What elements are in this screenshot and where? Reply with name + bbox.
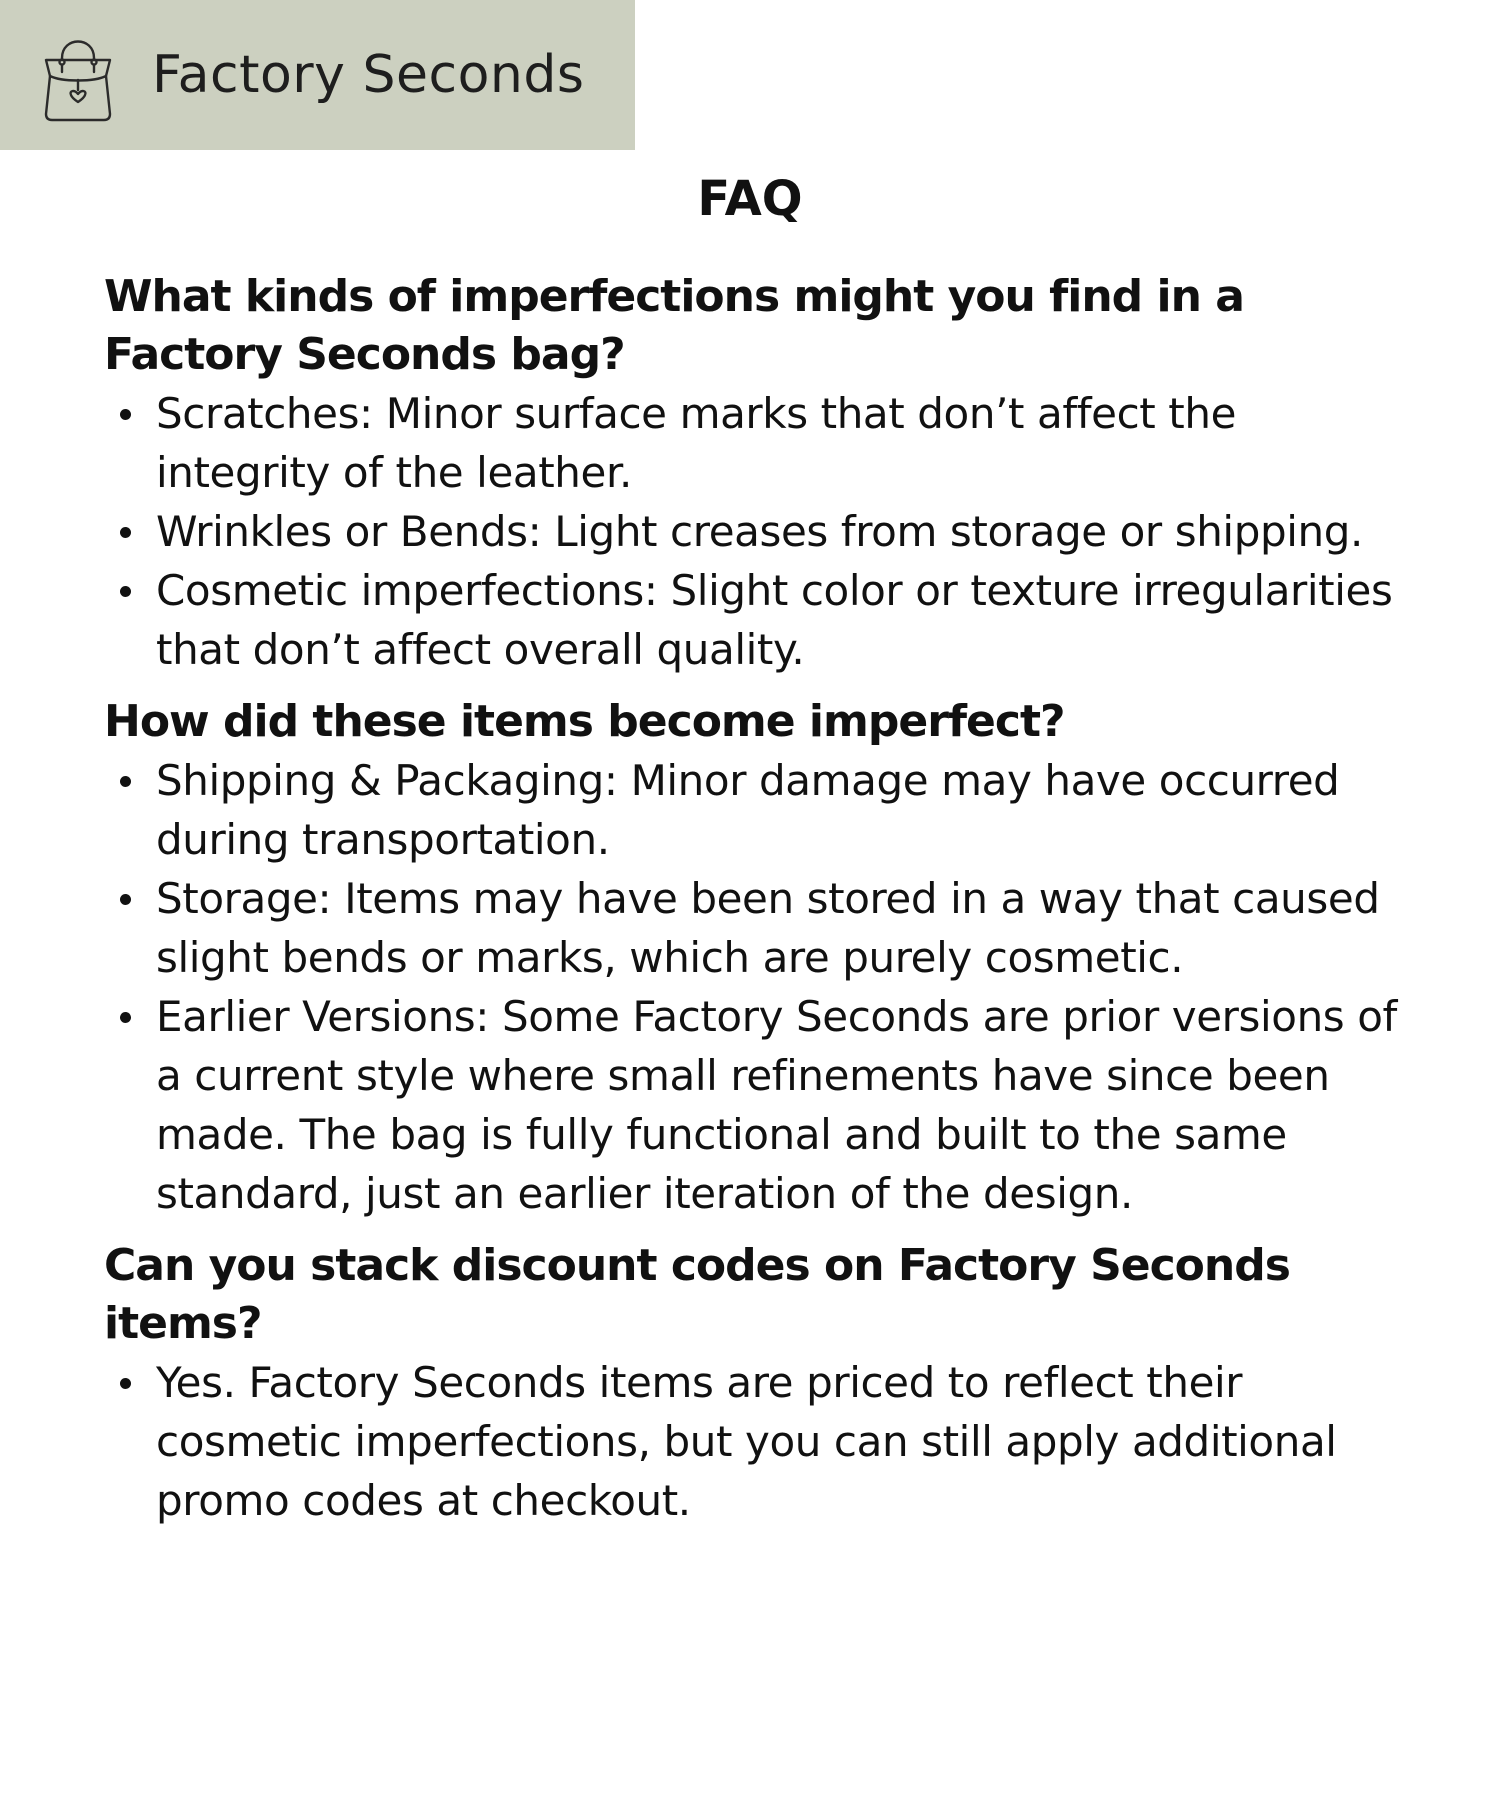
faq-answer-item: Earlier Versions: Some Factory Seconds are prior versions of a current style where small refinements have since been made. The bag is fully functional and built to the same standard, just an earlier iteration of the design. [104, 987, 1404, 1223]
faq-answer-item: Scratches: Minor surface marks that don’t affect the integrity of the leather. [104, 384, 1404, 502]
brand-header [0, 0, 635, 150]
faq-question: Can you stack discount codes on Factory Seconds items? [104, 1240, 1290, 1349]
faq-answer-list [104, 1353, 1404, 1530]
faq-answer-list [104, 384, 1404, 679]
page-title: FAQ [697, 171, 803, 227]
faq-section [104, 268, 1404, 679]
faq-answer-item: Wrinkles or Bends: Light creases from storage or shipping. [104, 502, 1404, 561]
faq-section [104, 693, 1404, 1223]
faq-answer-list [104, 751, 1404, 1223]
faq-answer-item: Yes. Factory Seconds items are priced to reflect their cosmetic imperfections, but you can still apply additional promo codes at checkout. [104, 1353, 1404, 1530]
faq-section [104, 1237, 1404, 1530]
faq-list [104, 268, 1404, 1544]
faq-answer-item: Cosmetic imperfections: Slight color or texture irregularities that don’t affect overall quality. [104, 561, 1404, 679]
faq-answer-item: Shipping & Packaging: Minor damage may have occurred during transportation. [104, 751, 1404, 869]
faq-question: What kinds of imperfections might you find in a Factory Seconds bag? [104, 271, 1244, 380]
faq-answer-item: Storage: Items may have been stored in a way that caused slight bends or marks, which are purely cosmetic. [104, 869, 1404, 987]
brand-name: Factory Seconds [152, 45, 585, 105]
faq-question: How did these items become imperfect? [104, 696, 1065, 747]
handbag-icon [36, 28, 120, 124]
